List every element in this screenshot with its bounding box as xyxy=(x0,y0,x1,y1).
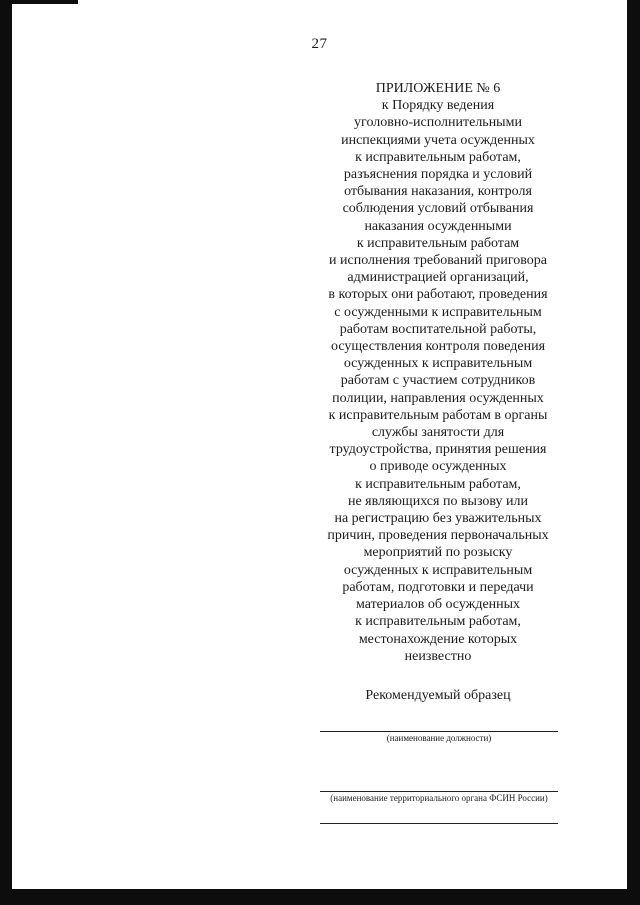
appendix-text-line: отбывания наказания, контроля xyxy=(344,184,532,200)
appendix-text-line: в которых они работают, проведения xyxy=(328,287,548,303)
form-fields xyxy=(320,731,558,824)
appendix-text-line: к исправительным работам, xyxy=(355,476,521,492)
fill-in-line xyxy=(320,823,558,824)
appendix-text-line: к исправительным работам, xyxy=(355,614,521,630)
appendix-text-line: осужденных к исправительным xyxy=(343,562,533,578)
appendix-text-line: к Порядку ведения xyxy=(381,98,495,114)
appendix-text xyxy=(308,97,568,665)
appendix-text-line: к исправительным работам xyxy=(356,235,520,251)
field-caption: (наименование должности) xyxy=(386,733,492,743)
fill-in-line xyxy=(320,791,558,792)
appendix-text-line: на регистрацию без уважительных xyxy=(334,511,542,527)
fill-in-line xyxy=(320,731,558,732)
appendix-text-line: о приводе осужденных xyxy=(369,459,507,475)
appendix-text-line: администрацией организаций, xyxy=(347,270,529,286)
form-field xyxy=(320,791,558,804)
appendix-text-line: неизвестно xyxy=(404,648,472,664)
appendix-block xyxy=(308,80,568,704)
appendix-text-line: не являющихся по вызову или xyxy=(347,493,529,509)
appendix-text-line: полиции, направления осужденных xyxy=(332,390,544,406)
appendix-text-line: и исполнения требований приговора xyxy=(329,253,547,269)
appendix-text-line: материалов об осужденных xyxy=(355,597,521,613)
appendix-text-line: инспекциями учета осужденных xyxy=(341,132,535,148)
appendix-text-line: к исправительным работам в органы xyxy=(328,407,548,423)
appendix-text-line: мероприятий по розыску xyxy=(363,545,513,561)
form-field xyxy=(320,731,558,744)
appendix-text-line: наказания осужденными xyxy=(364,218,512,234)
appendix-text-line: к исправительным работам, xyxy=(355,149,521,165)
scan-artifact-top-left xyxy=(0,0,78,4)
appendix-text-line: осужденных к исправительным xyxy=(343,356,533,372)
appendix-text-line: местонахождение которых xyxy=(358,631,518,647)
appendix-text-line: трудоустройства, принятия решения xyxy=(329,442,547,458)
scan-artifact-right xyxy=(627,0,640,905)
appendix-text-line: уголовно-исполнительными xyxy=(354,115,522,131)
appendix-text-line: службы занятости для xyxy=(371,425,505,441)
appendix-text-line: работам воспитательной работы, xyxy=(339,321,537,337)
appendix-text-line: причин, проведения первоначальных xyxy=(327,528,549,544)
appendix-text-line: работам, подготовки и передачи xyxy=(342,579,534,595)
page-number: 27 xyxy=(311,36,328,52)
scan-artifact-left xyxy=(0,0,12,905)
recommended-sample-label: Рекомендуемый образец xyxy=(365,687,511,703)
form-field xyxy=(320,823,558,824)
scan-artifact-bottom xyxy=(0,889,640,905)
appendix-text-line: соблюдения условий отбывания xyxy=(342,201,534,217)
appendix-text-line: работам с участием сотрудников xyxy=(340,373,536,389)
appendix-text-line: с осужденными к исправительным xyxy=(334,304,542,320)
signature-form xyxy=(320,731,558,825)
appendix-title: ПРИЛОЖЕНИЕ № 6 xyxy=(375,81,501,96)
field-caption: (наименование территориального органа ФСИН России) xyxy=(330,793,548,803)
appendix-text-line: разъяснения порядка и условий xyxy=(343,167,533,183)
appendix-text-line: осуществления контроля поведения xyxy=(330,339,546,355)
